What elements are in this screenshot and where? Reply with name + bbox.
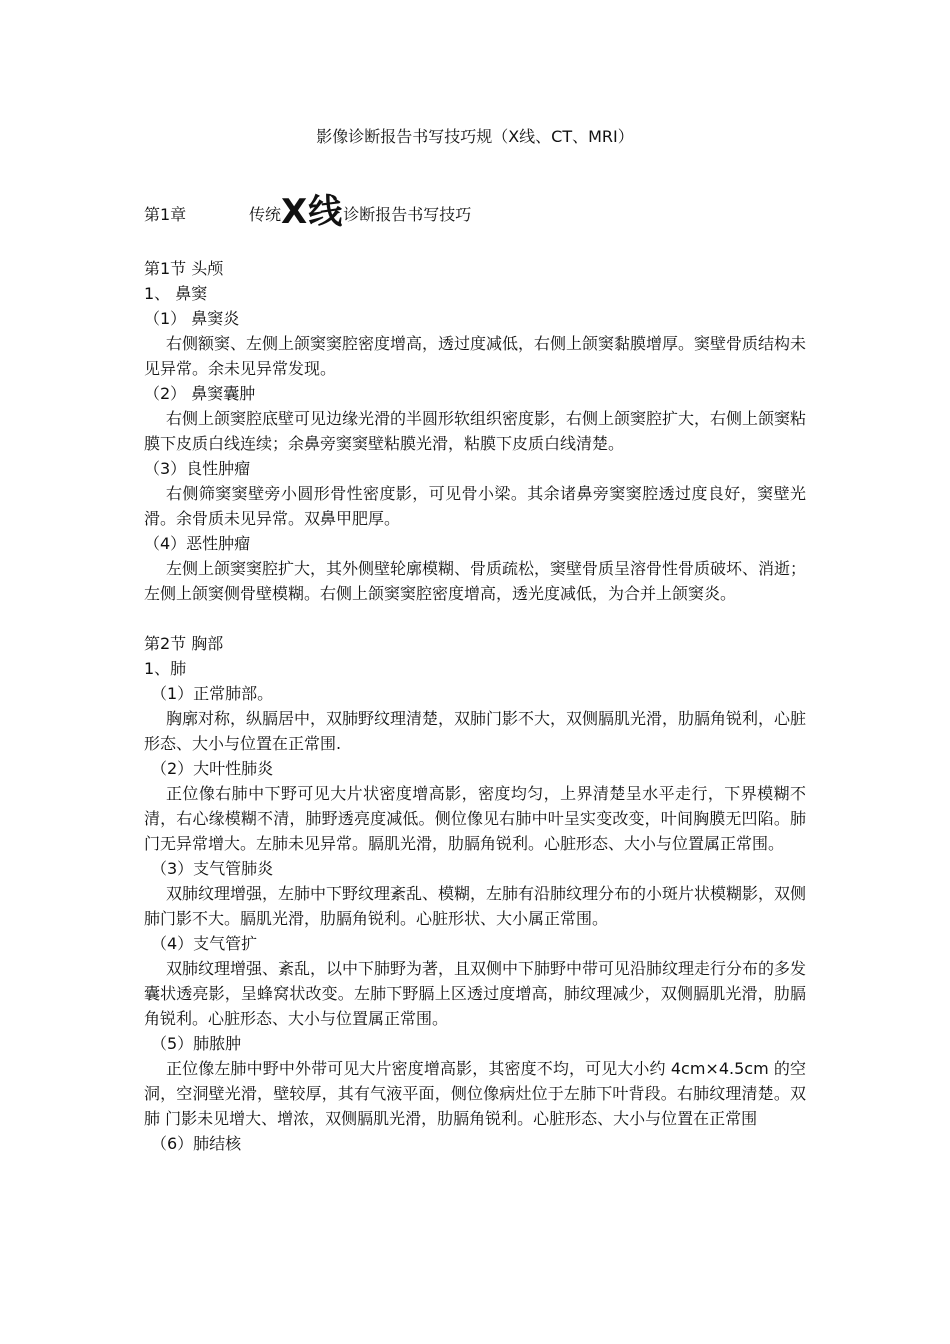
chapter-heading	[144, 190, 844, 237]
paragraph: 右侧上颌窦腔底壁可见边缘光滑的半圆形软组织密度影，右侧上颌窦腔扩大，右侧上颌窦粘膜下皮质白线连续；余鼻旁窦窦壁粘膜光滑，粘膜下皮质白线清楚。	[144, 409, 807, 453]
sub-heading: （1） 鼻窦炎	[144, 309, 240, 328]
sub-heading: （6）肺结核	[151, 1134, 242, 1153]
sub-heading: （2） 鼻窦囊肿	[144, 384, 256, 403]
item-heading: 1、 鼻窦	[144, 284, 208, 303]
paragraph: 右侧额窦、左侧上颌窦窦腔密度增高，透过度减低，右侧上颌窦黏膜增厚。窦壁骨质结构未见异常。余未见异常发现。	[144, 334, 807, 378]
chapter-suffix: 诊断报告书写技巧	[343, 205, 472, 224]
sub-heading: （5）肺脓肿	[151, 1034, 242, 1053]
paragraph: 右侧筛窦窦壁旁小圆形骨性密度影，可见骨小梁。其余诸鼻旁窦窦腔透过度良好，窦壁光滑。余骨质未见异常。双鼻甲肥厚。	[144, 484, 806, 528]
sub-heading: （3）支气管肺炎	[151, 859, 274, 878]
paragraph: 左侧上颌窦窦腔扩大，其外侧壁轮廓模糊、骨质疏松，窦壁骨质呈溶骨性骨质破坏、消逝；左侧上颌窦侧骨壁模糊。右侧上颌窦窦腔密度增高，透光度减低，为合并上颌窦炎。	[144, 559, 807, 603]
sub-heading: （1）正常肺部。	[151, 684, 274, 703]
section-heading: 第1节 头颅	[144, 259, 224, 278]
paragraph: 双肺纹理增强、紊乱，以中下肺野为著，且双侧中下肺野中带可见沿肺纹理走行分布的多发囊状透亮影，呈蜂窝状改变。左肺下野膈上区透过度增高，肺纹理减少，双侧膈肌光滑，肋膈角锐利。心脏形态、大小与位置属正常围。	[144, 959, 807, 1028]
chapter-number: 第1章	[144, 205, 187, 224]
sub-heading: （4）支气管扩	[151, 934, 258, 953]
section-heading: 第2节 胸部	[144, 634, 224, 653]
sub-heading: （3）良性肿瘤	[144, 459, 251, 478]
sub-heading: （2）大叶性肺炎	[151, 759, 274, 778]
chapter-prefix: 传统	[249, 205, 282, 224]
paragraph: 正位像左肺中野中外带可见大片密度增高影，其密度不均，可见大小约 4cm×4.5cm 的空洞，空洞壁光滑，壁较厚，其有气液平面，侧位像病灶位于左肺下叶背段。右肺纹理清楚。双肺 门影未见增大、增浓，双侧膈肌光滑，肋膈角锐利。心脏形态、大小与位置在正常围	[144, 1059, 806, 1128]
paragraph: 胸廓对称，纵膈居中，双肺野纹理清楚，双肺门影不大，双侧膈肌光滑，肋膈角锐利，心脏形态、大小与位置在正常围.	[144, 709, 807, 753]
paragraph: 正位像右肺中下野可见大片状密度增高影，密度均匀，上界清楚呈水平走行，下界模糊不清，右心缘模糊不清，肺野透亮度减低。侧位像见右肺中叶呈实变改变，叶间胸膜无凹陷。肺门无异常增大。左肺未见异常。膈肌光滑，肋膈角锐利。心脏形态、大小与位置属正常围。	[144, 784, 806, 853]
item-heading: 1、肺	[144, 659, 187, 678]
chapter-emphasis: X线	[281, 192, 344, 232]
spacer	[144, 606, 806, 631]
document-body	[144, 256, 806, 1156]
paragraph: 双肺纹理增强，左肺中下野纹理紊乱、模糊，左肺有沿肺纹理分布的小斑片状模糊影，双侧肺门影不大。膈肌光滑，肋膈角锐利。心脏形状、大小属正常围。	[144, 884, 807, 928]
sub-heading: （4）恶性肿瘤	[144, 534, 251, 553]
document-title: 影像诊断报告书写技巧规（X线、CT、MRI）	[316, 127, 634, 146]
